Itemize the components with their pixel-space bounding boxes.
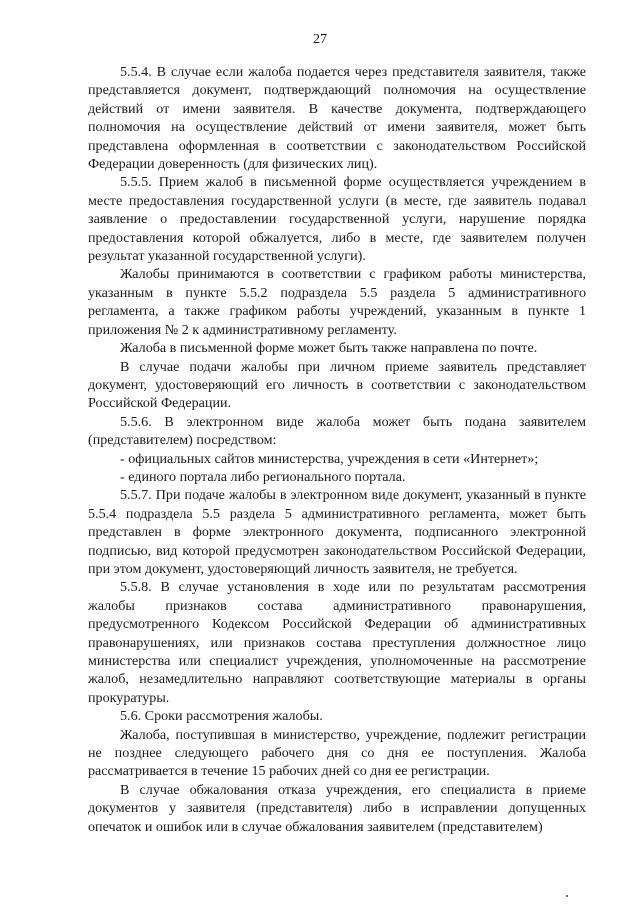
paragraph-5-5-8: 5.5.8. В случае установления в ходе или по результатам рассмотрения жалобы признаков состава административного правонарушения, предусмотренного Кодексом Российской Федерации об административных правонарушениях, или признаков состава преступления должностное лицо министерства или специалист учреждения, уполномоченные на рассмотрение жалоб, незамедлительно направляют соответствующие материалы в органы прокуратуры.	[88, 579, 586, 706]
list-item-official-sites: - официальных сайтов министерства, учреждения в сети «Интернет»;	[120, 450, 539, 467]
paragraph-registration: Жалоба, поступившая в министерство, учреждение, подлежит регистрации не позднее следующего рабочего дня со дня ее поступления. Жалоба рассматривается в течение 15 рабочих дней со дня ее регистрации.	[88, 726, 586, 780]
paragraph-5-5-4: 5.5.4. В случае если жалоба подается через представителя заявителя, также представляется документ, подтверждающий полномочия на осуществление действий от имени заявителя. В качестве документа, подтверждающего полномочия на осуществление действий от имени заявителя, может быть представлена оформленная в соответствии с законодательством Российской Федерации доверенность (для физических лиц).	[88, 64, 586, 173]
paragraph-personal-reception: В случае подачи жалобы при личном приеме заявитель представляет документ, удостоверяющий его личность в соответствии с законодательством Российской Федерации.	[88, 358, 586, 412]
paragraph-5-5-7: 5.5.7. При подаче жалобы в электронном виде документ, указанный в пункте 5.5.4 подраздела 5.5 раздела 5 административного регламента, может быть представлен в форме электронного документа, подписанного электронной подписью, вид которой предусмотрен законодательством Российской Федерации, при этом документ, удостоверяющий личность заявителя, не требуется.	[88, 487, 586, 577]
page-number: 27	[313, 32, 327, 47]
scan-speck	[566, 895, 568, 897]
document-body	[88, 63, 586, 836]
paragraph-5-5-5: 5.5.5. Прием жалоб в письменной форме осуществляется учреждением в месте предоставления государственной услуги (в месте, где заявитель подавал заявление о предоставлении государственной услуги, нарушение порядка предоставления которой обжалуется, либо в месте, где заявителем получен результат указанной государственной услуги).	[88, 174, 586, 265]
paragraph-post: Жалоба в письменной форме может быть также направлена по почте.	[120, 340, 538, 357]
paragraph-schedule: Жалобы принимаются в соответствии с графиком работы министерства, указанным в пункте 5.5.2 подраздела 5.5 раздела 5 административного регламента, а также графиком работы учреждений, указанным в пункте 1 приложения № 2 к административному регламенту.	[88, 266, 586, 338]
paragraph-5-6-heading: 5.6. Сроки рассмотрения жалобы.	[120, 708, 323, 725]
paragraph-5-5-6: 5.5.6. В электронном виде жалоба может быть подана заявителем (представителем) посредством:	[88, 413, 586, 449]
paragraph-appeal-refusal: В случае обжалования отказа учреждения, его специалиста в приеме документов у заявителя (представителя) либо в исправлении допущенных опечаток и ошибок или в случае обжалования заявителем (представителем)	[88, 781, 586, 835]
list-item-portal: - единого портала либо регионального портала.	[120, 468, 406, 485]
